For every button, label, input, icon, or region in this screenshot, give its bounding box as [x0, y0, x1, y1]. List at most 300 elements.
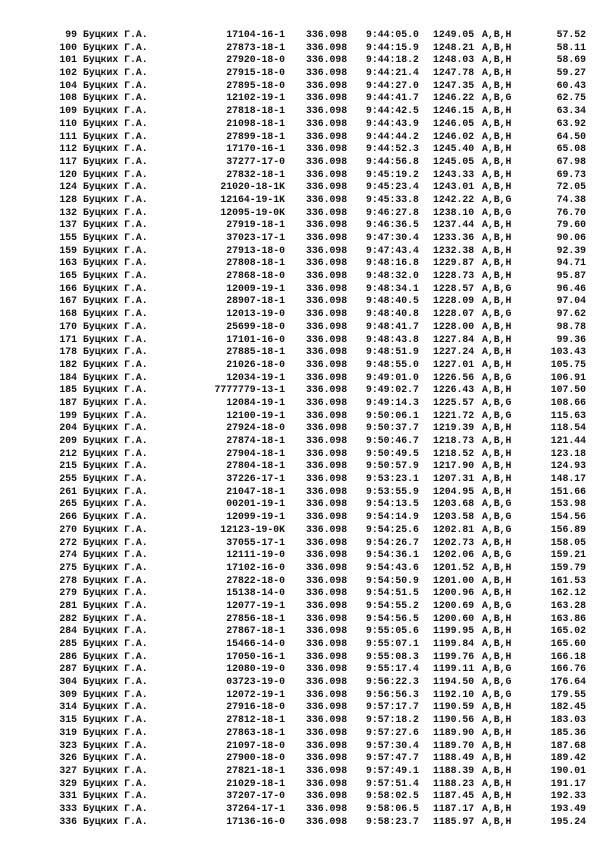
name-cell: Буцких Г.А. — [83, 739, 148, 751]
time-cell: 9:44:05.0 — [366, 29, 419, 40]
ring-code-cell: 27899-18-1 — [226, 130, 285, 142]
speed-cell: 1189.90 — [433, 726, 475, 738]
flags-cell: A,B,H — [482, 181, 512, 193]
table-row — [0, 727, 600, 740]
name-cell: Буцких Г.А. — [83, 143, 148, 155]
distance-cell: 336.098 — [306, 270, 348, 282]
time-cell: 9:44:15.9 — [366, 41, 419, 53]
distance-cell: 336.098 — [306, 473, 348, 485]
distance-cell: 336.098 — [306, 435, 348, 446]
place-cell: 326 — [59, 752, 77, 764]
points-cell: 195.24 — [550, 815, 586, 827]
speed-cell: 1242.22 — [433, 193, 475, 205]
speed-cell: 1202.06 — [433, 549, 475, 561]
distance-cell: 336.098 — [306, 155, 348, 167]
distance-cell: 336.098 — [306, 143, 348, 155]
distance-cell: 336.098 — [306, 714, 348, 726]
distance-cell: 336.098 — [306, 244, 348, 256]
table-row — [0, 92, 600, 105]
distance-cell: 336.098 — [306, 295, 348, 307]
ring-code-cell: 27913-18-0 — [226, 244, 285, 256]
ring-code-cell: 12034-19-1 — [226, 371, 285, 383]
name-cell: Буцких Г.А. — [83, 282, 148, 294]
speed-cell: 1199.11 — [433, 663, 475, 675]
place-cell: 182 — [59, 358, 77, 370]
points-cell: 92.39 — [556, 244, 586, 256]
speed-cell: 1187.45 — [433, 790, 475, 802]
points-cell: 166.18 — [550, 650, 586, 662]
speed-cell: 1246.22 — [433, 92, 475, 104]
time-cell: 9:48:43.8 — [366, 333, 419, 345]
name-cell: Буцких Г.А. — [83, 485, 148, 497]
points-cell: 105.75 — [550, 358, 586, 370]
points-cell: 58.69 — [556, 54, 586, 66]
distance-cell: 336.098 — [306, 92, 348, 104]
distance-cell: 336.098 — [306, 612, 348, 624]
name-cell: Буцких Г.А. — [83, 561, 148, 573]
speed-cell: 1228.73 — [433, 270, 475, 282]
table-row — [0, 600, 600, 613]
points-cell: 179.55 — [550, 688, 586, 700]
flags-cell: A,B,G — [482, 92, 512, 104]
place-cell: 117 — [59, 155, 77, 167]
name-cell: Буцких Г.А. — [83, 650, 148, 662]
table-row — [0, 435, 600, 448]
speed-cell: 1218.52 — [433, 447, 475, 459]
time-cell: 9:53:23.1 — [366, 473, 419, 485]
table-row — [0, 80, 600, 93]
speed-cell: 1249.05 — [433, 29, 475, 40]
points-cell: 108.66 — [550, 396, 586, 408]
distance-cell: 336.098 — [306, 29, 348, 40]
points-cell: 63.34 — [556, 105, 586, 117]
time-cell: 9:48:34.1 — [366, 282, 419, 294]
speed-cell: 1246.05 — [433, 117, 475, 129]
points-cell: 94.71 — [556, 257, 586, 269]
time-cell: 9:54:55.2 — [366, 599, 419, 611]
flags-cell: A,B,H — [482, 625, 512, 637]
ring-code-cell: 12102-19-1 — [226, 92, 285, 104]
place-cell: 285 — [59, 638, 77, 649]
speed-cell: 1243.01 — [433, 181, 475, 193]
distance-cell: 336.098 — [306, 764, 348, 776]
time-cell: 9:57:51.4 — [366, 777, 419, 789]
speed-cell: 1245.40 — [433, 143, 475, 155]
points-cell: 165.60 — [550, 638, 586, 649]
place-cell: 329 — [59, 777, 77, 789]
distance-cell: 336.098 — [306, 358, 348, 370]
points-cell: 79.60 — [556, 219, 586, 231]
time-cell: 9:56:22.3 — [366, 676, 419, 688]
name-cell: Буцких Г.А. — [83, 67, 148, 79]
ring-code-cell: 12084-19-1 — [226, 396, 285, 408]
flags-cell: A,B,H — [482, 726, 512, 738]
place-cell: 120 — [59, 168, 77, 180]
flags-cell: A,B,H — [482, 257, 512, 269]
points-cell: 162.12 — [550, 587, 586, 599]
points-cell: 107.50 — [550, 384, 586, 396]
ring-code-cell: 12100-19-1 — [226, 409, 285, 421]
time-cell: 9:48:51.9 — [366, 346, 419, 358]
place-cell: 282 — [59, 612, 77, 624]
flags-cell: A,B,G — [482, 549, 512, 561]
ring-code-cell: 21047-18-1 — [226, 485, 285, 497]
ring-code-cell: 37264-17-1 — [226, 802, 285, 814]
table-row — [0, 321, 600, 334]
time-cell: 9:54:51.5 — [366, 587, 419, 599]
ring-code-cell: 12009-19-1 — [226, 282, 285, 294]
time-cell: 9:44:44.2 — [366, 130, 419, 142]
distance-cell: 336.098 — [306, 130, 348, 142]
speed-cell: 1188.39 — [433, 764, 475, 776]
distance-cell: 336.098 — [306, 384, 348, 396]
table-row — [0, 105, 600, 118]
time-cell: 9:48:55.0 — [366, 358, 419, 370]
points-cell: 65.08 — [556, 143, 586, 155]
name-cell: Буцких Г.А. — [83, 574, 148, 586]
name-cell: Буцких Г.А. — [83, 435, 148, 446]
flags-cell: A,B,H — [482, 435, 512, 446]
place-cell: 132 — [59, 206, 77, 218]
flags-cell: A,B,H — [482, 155, 512, 167]
speed-cell: 1232.38 — [433, 244, 475, 256]
ring-code-cell: 17050-16-1 — [226, 650, 285, 662]
distance-cell: 336.098 — [306, 485, 348, 497]
table-row — [0, 372, 600, 385]
distance-cell: 336.098 — [306, 739, 348, 751]
table-row — [0, 181, 600, 194]
ring-code-cell: 27900-18-0 — [226, 752, 285, 764]
flags-cell: A,B,H — [482, 67, 512, 79]
name-cell: Буцких Г.А. — [83, 625, 148, 637]
flags-cell: A,B,H — [482, 54, 512, 66]
points-cell: 97.62 — [556, 308, 586, 320]
flags-cell: A,B,H — [482, 574, 512, 586]
flags-cell: A,B,H — [482, 168, 512, 180]
speed-cell: 1202.73 — [433, 536, 475, 548]
table-row — [0, 701, 600, 714]
distance-cell: 336.098 — [306, 409, 348, 421]
time-cell: 9:55:17.4 — [366, 663, 419, 675]
table-row — [0, 42, 600, 55]
distance-cell: 336.098 — [306, 536, 348, 548]
place-cell: 109 — [59, 105, 77, 117]
place-cell: 155 — [59, 232, 77, 243]
distance-cell: 336.098 — [306, 802, 348, 814]
distance-cell: 336.098 — [306, 663, 348, 675]
place-cell: 266 — [59, 511, 77, 523]
ring-code-cell: 25699-18-0 — [226, 320, 285, 332]
name-cell: Буцких Г.А. — [83, 777, 148, 789]
speed-cell: 1227.24 — [433, 346, 475, 358]
table-row — [0, 257, 600, 270]
place-cell: 284 — [59, 625, 77, 637]
points-cell: 159.79 — [550, 561, 586, 573]
name-cell: Буцких Г.А. — [83, 206, 148, 218]
points-cell: 59.27 — [556, 67, 586, 79]
place-cell: 278 — [59, 574, 77, 586]
ring-code-cell: 21020-18-1K — [220, 181, 285, 193]
distance-cell: 336.098 — [306, 308, 348, 320]
results-table — [0, 29, 600, 828]
time-cell: 9:45:23.4 — [366, 181, 419, 193]
ring-code-cell: 28907-18-1 — [226, 295, 285, 307]
flags-cell: A,B,G — [482, 663, 512, 675]
points-cell: 166.76 — [550, 663, 586, 675]
time-cell: 9:50:37.7 — [366, 422, 419, 434]
time-cell: 9:50:46.7 — [366, 435, 419, 446]
time-cell: 9:55:07.1 — [366, 638, 419, 649]
speed-cell: 1203.58 — [433, 511, 475, 523]
flags-cell: A,B,G — [482, 688, 512, 700]
speed-cell: 1219.39 — [433, 422, 475, 434]
flags-cell: A,B,H — [482, 29, 512, 40]
flags-cell: A,B,H — [482, 333, 512, 345]
time-cell: 9:45:33.8 — [366, 193, 419, 205]
distance-cell: 336.098 — [306, 460, 348, 472]
time-cell: 9:57:30.4 — [366, 739, 419, 751]
name-cell: Буцких Г.А. — [83, 54, 148, 66]
speed-cell: 1199.95 — [433, 625, 475, 637]
ring-code-cell: 27924-18-0 — [226, 422, 285, 434]
speed-cell: 1201.00 — [433, 574, 475, 586]
name-cell: Буцких Г.А. — [83, 346, 148, 358]
distance-cell: 336.098 — [306, 726, 348, 738]
place-cell: 102 — [59, 67, 77, 79]
ring-code-cell: 27821-18-1 — [226, 764, 285, 776]
table-row — [0, 460, 600, 473]
name-cell: Буцких Г.А. — [83, 29, 148, 40]
speed-cell: 1229.87 — [433, 257, 475, 269]
name-cell: Буцких Г.А. — [83, 599, 148, 611]
table-row — [0, 410, 600, 423]
place-cell: 166 — [59, 282, 77, 294]
speed-cell: 1238.10 — [433, 206, 475, 218]
distance-cell: 336.098 — [306, 346, 348, 358]
ring-code-cell: 12164-19-1K — [220, 193, 285, 205]
speed-cell: 1207.31 — [433, 473, 475, 485]
place-cell: 167 — [59, 295, 77, 307]
ring-code-cell: 27895-18-0 — [226, 79, 285, 91]
name-cell: Буцких Г.А. — [83, 676, 148, 688]
table-row — [0, 131, 600, 144]
ring-code-cell: 37023-17-1 — [226, 232, 285, 243]
time-cell: 9:55:05.6 — [366, 625, 419, 637]
points-cell: 148.17 — [550, 473, 586, 485]
table-row — [0, 359, 600, 372]
speed-cell: 1190.59 — [433, 701, 475, 713]
name-cell: Буцких Г.А. — [83, 219, 148, 231]
place-cell: 110 — [59, 117, 77, 129]
table-row — [0, 537, 600, 550]
points-cell: 64.50 — [556, 130, 586, 142]
time-cell: 9:48:41.7 — [366, 320, 419, 332]
table-row — [0, 689, 600, 702]
place-cell: 185 — [59, 384, 77, 396]
place-cell: 274 — [59, 549, 77, 561]
place-cell: 319 — [59, 726, 77, 738]
points-cell: 96.46 — [556, 282, 586, 294]
speed-cell: 1243.33 — [433, 168, 475, 180]
table-row — [0, 752, 600, 765]
time-cell: 9:48:32.0 — [366, 270, 419, 282]
table-row — [0, 219, 600, 232]
ring-code-cell: 12111-19-0 — [226, 549, 285, 561]
distance-cell: 336.098 — [306, 333, 348, 345]
name-cell: Буцких Г.А. — [83, 638, 148, 649]
flags-cell: A,B,H — [482, 752, 512, 764]
flags-cell: A,B,G — [482, 409, 512, 421]
speed-cell: 1247.35 — [433, 79, 475, 91]
time-cell: 9:54:13.5 — [366, 498, 419, 510]
time-cell: 9:55:08.3 — [366, 650, 419, 662]
points-cell: 176.64 — [550, 676, 586, 688]
name-cell: Буцких Г.А. — [83, 498, 148, 510]
name-cell: Буцких Г.А. — [83, 396, 148, 408]
place-cell: 168 — [59, 308, 77, 320]
time-cell: 9:58:23.7 — [366, 815, 419, 827]
table-row — [0, 765, 600, 778]
table-row — [0, 790, 600, 803]
ring-code-cell: 27920-18-0 — [226, 54, 285, 66]
time-cell: 9:54:50.9 — [366, 574, 419, 586]
points-cell: 163.86 — [550, 612, 586, 624]
flags-cell: A,B,H — [482, 117, 512, 129]
flags-cell: A,B,G — [482, 523, 512, 535]
time-cell: 9:50:57.9 — [366, 460, 419, 472]
flags-cell: A,B,H — [482, 232, 512, 243]
place-cell: 108 — [59, 92, 77, 104]
speed-cell: 1221.72 — [433, 409, 475, 421]
points-cell: 67.98 — [556, 155, 586, 167]
table-row — [0, 346, 600, 359]
points-cell: 63.92 — [556, 117, 586, 129]
name-cell: Буцких Г.А. — [83, 308, 148, 320]
table-row — [0, 67, 600, 80]
table-row — [0, 143, 600, 156]
speed-cell: 1233.36 — [433, 232, 475, 243]
time-cell: 9:58:02.5 — [366, 790, 419, 802]
speed-cell: 1218.73 — [433, 435, 475, 446]
distance-cell: 336.098 — [306, 790, 348, 802]
ring-code-cell: 21026-18-0 — [226, 358, 285, 370]
distance-cell: 336.098 — [306, 625, 348, 637]
speed-cell: 1248.03 — [433, 54, 475, 66]
speed-cell: 1194.50 — [433, 676, 475, 688]
distance-cell: 336.098 — [306, 422, 348, 434]
distance-cell: 336.098 — [306, 371, 348, 383]
flags-cell: A,B,H — [482, 219, 512, 231]
table-row — [0, 473, 600, 486]
name-cell: Буцких Г.А. — [83, 333, 148, 345]
flags-cell: A,B,G — [482, 282, 512, 294]
name-cell: Буцких Г.А. — [83, 422, 148, 434]
name-cell: Буцких Г.А. — [83, 473, 148, 485]
flags-cell: A,B,G — [482, 396, 512, 408]
time-cell: 9:49:01.0 — [366, 371, 419, 383]
name-cell: Буцких Г.А. — [83, 320, 148, 332]
name-cell: Буцких Г.А. — [83, 536, 148, 548]
place-cell: 170 — [59, 320, 77, 332]
name-cell: Буцких Г.А. — [83, 790, 148, 802]
flags-cell: A,B,H — [482, 473, 512, 485]
flags-cell: A,B,H — [482, 105, 512, 117]
flags-cell: A,B,H — [482, 701, 512, 713]
flags-cell: A,B,H — [482, 41, 512, 53]
ring-code-cell: 27867-18-1 — [226, 625, 285, 637]
distance-cell: 336.098 — [306, 257, 348, 269]
points-cell: 163.28 — [550, 599, 586, 611]
distance-cell: 336.098 — [306, 701, 348, 713]
flags-cell: A,B,H — [482, 739, 512, 751]
place-cell: 265 — [59, 498, 77, 510]
name-cell: Буцких Г.А. — [83, 384, 148, 396]
speed-cell: 1228.57 — [433, 282, 475, 294]
name-cell: Буцких Г.А. — [83, 155, 148, 167]
name-cell: Буцких Г.А. — [83, 409, 148, 421]
distance-cell: 336.098 — [306, 777, 348, 789]
place-cell: 199 — [59, 409, 77, 421]
time-cell: 9:57:47.7 — [366, 752, 419, 764]
flags-cell: A,B,G — [482, 193, 512, 205]
flags-cell: A,B,G — [482, 371, 512, 383]
speed-cell: 1228.07 — [433, 308, 475, 320]
flags-cell: A,B,H — [482, 650, 512, 662]
distance-cell: 336.098 — [306, 282, 348, 294]
ring-code-cell: 21097-18-0 — [226, 739, 285, 751]
speed-cell: 1188.23 — [433, 777, 475, 789]
ring-code-cell: 21098-18-1 — [226, 117, 285, 129]
time-cell: 9:56:56.3 — [366, 688, 419, 700]
time-cell: 9:44:27.0 — [366, 79, 419, 91]
distance-cell: 336.098 — [306, 638, 348, 649]
place-cell: 331 — [59, 790, 77, 802]
speed-cell: 1204.95 — [433, 485, 475, 497]
points-cell: 76.70 — [556, 206, 586, 218]
table-row — [0, 29, 600, 42]
flags-cell: A,B,H — [482, 143, 512, 155]
points-cell: 191.17 — [550, 777, 586, 789]
time-cell: 9:44:52.3 — [366, 143, 419, 155]
points-cell: 159.21 — [550, 549, 586, 561]
flags-cell: A,B,H — [482, 346, 512, 358]
speed-cell: 1246.02 — [433, 130, 475, 142]
place-cell: 323 — [59, 739, 77, 751]
flags-cell: A,B,G — [482, 676, 512, 688]
ring-code-cell: 12095-19-0K — [220, 206, 285, 218]
name-cell: Буцких Г.А. — [83, 232, 148, 243]
speed-cell: 1201.52 — [433, 561, 475, 573]
place-cell: 187 — [59, 396, 77, 408]
name-cell: Буцких Г.А. — [83, 295, 148, 307]
name-cell: Буцких Г.А. — [83, 447, 148, 459]
table-row — [0, 156, 600, 169]
place-cell: 333 — [59, 802, 77, 814]
ring-code-cell: 27863-18-1 — [226, 726, 285, 738]
name-cell: Буцких Г.А. — [83, 257, 148, 269]
time-cell: 9:44:56.8 — [366, 155, 419, 167]
table-row — [0, 397, 600, 410]
place-cell: 261 — [59, 485, 77, 497]
ring-code-cell: 15138-14-0 — [226, 587, 285, 599]
speed-cell: 1200.60 — [433, 612, 475, 624]
name-cell: Буцких Г.А. — [83, 41, 148, 53]
table-row — [0, 524, 600, 537]
flags-cell: A,B,H — [482, 244, 512, 256]
time-cell: 9:50:49.5 — [366, 447, 419, 459]
speed-cell: 1237.44 — [433, 219, 475, 231]
place-cell: 287 — [59, 663, 77, 675]
